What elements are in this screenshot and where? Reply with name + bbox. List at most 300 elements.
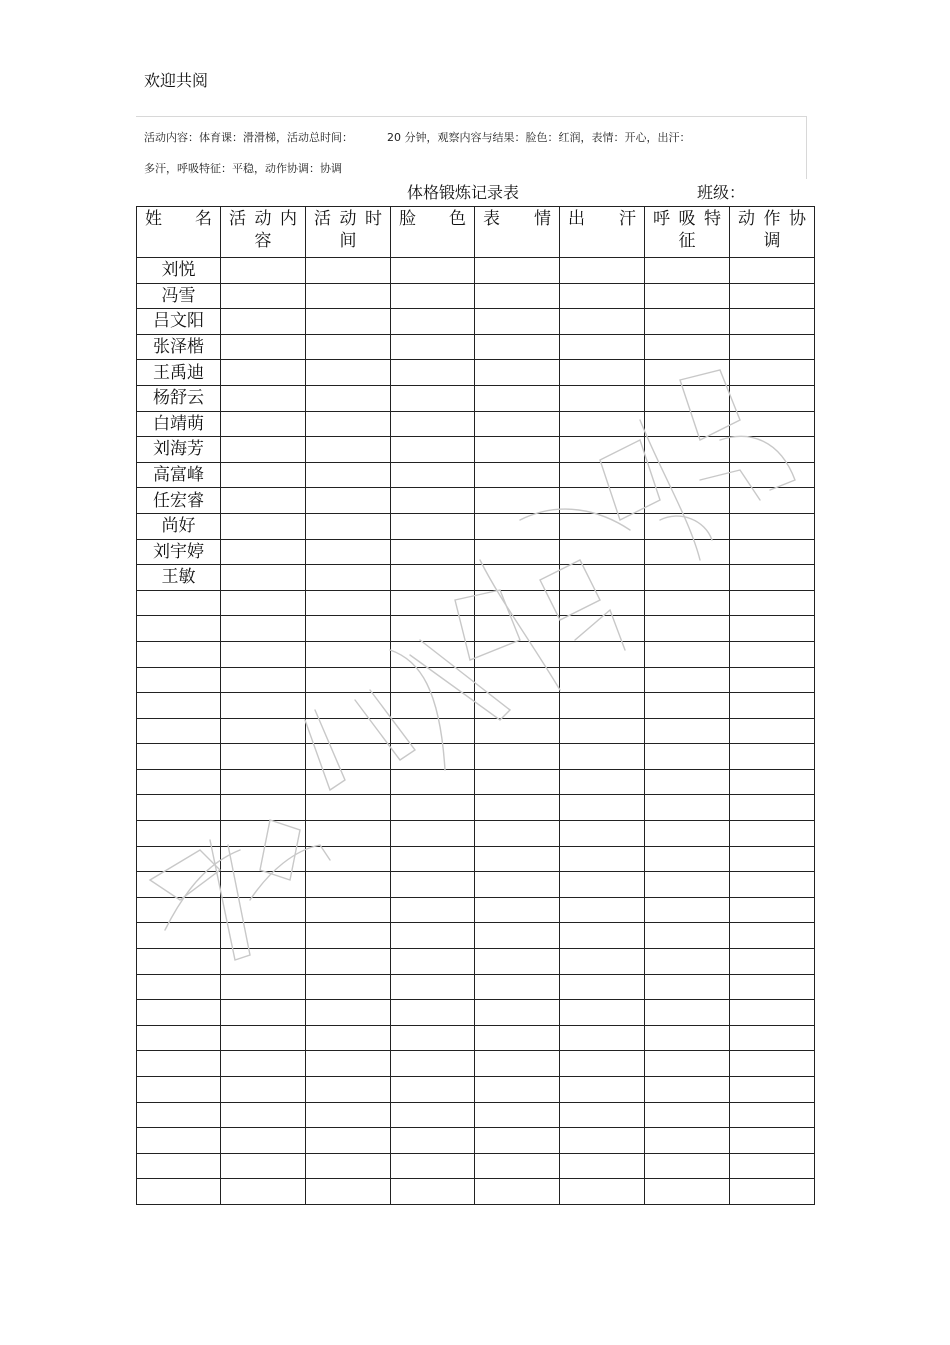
record-cell [221,897,306,923]
record-cell [560,488,645,514]
record-cell [730,872,815,898]
table-header-row [137,207,815,258]
record-cell [475,539,560,565]
record-cell [645,590,730,616]
record-cell [730,565,815,591]
record-cell [475,1179,560,1205]
record-cell [221,1179,306,1205]
record-cell [560,360,645,386]
record-cell [730,1051,815,1077]
record-cell [645,1179,730,1205]
record-cell [221,590,306,616]
record-cell [306,718,391,744]
record-cell [306,1179,391,1205]
student-name-cell [137,616,221,642]
record-cell [730,897,815,923]
table-row [137,334,815,360]
column-header-8 [730,207,815,258]
record-cell [475,718,560,744]
student-name-cell [137,1000,221,1026]
table-row [137,462,815,488]
record-cell [730,539,815,565]
record-cell [306,641,391,667]
record-cell [560,641,645,667]
record-cell [391,616,475,642]
record-cell [560,693,645,719]
record-cell [645,488,730,514]
record-cell [221,360,306,386]
record-cell [560,411,645,437]
record-cell [475,258,560,284]
table-row [137,795,815,821]
table-row [137,360,815,386]
record-cell [645,897,730,923]
record-cell [730,1000,815,1026]
record-cell [645,565,730,591]
record-cell [645,667,730,693]
record-cell [221,1153,306,1179]
record-cell [645,795,730,821]
table-row [137,1051,815,1077]
record-cell [475,360,560,386]
record-cell [560,667,645,693]
record-cell [391,1051,475,1077]
table-row [137,718,815,744]
record-cell [306,872,391,898]
record-cell [306,590,391,616]
record-cell [730,437,815,463]
record-cell [560,385,645,411]
record-cell [221,795,306,821]
record-cell [730,385,815,411]
record-cell [730,718,815,744]
record-cell [560,437,645,463]
record-cell [391,283,475,309]
record-cell [730,616,815,642]
record-cell [391,897,475,923]
record-cell [560,283,645,309]
exercise-record-table [136,206,815,1205]
record-cell [730,923,815,949]
record-cell [475,309,560,335]
record-cell [391,385,475,411]
record-cell [560,923,645,949]
class-label: 班级： [697,183,746,202]
record-cell [475,897,560,923]
student-name-cell [137,1128,221,1154]
table-row [137,769,815,795]
record-cell [391,641,475,667]
record-cell [391,693,475,719]
record-cell [475,974,560,1000]
record-cell [730,795,815,821]
record-cell [391,949,475,975]
column-header-line-1: 动作协 [738,209,808,229]
record-cell [221,923,306,949]
record-cell [391,513,475,539]
record-cell [306,1051,391,1077]
record-cell [221,949,306,975]
student-name-cell [137,974,221,1000]
record-cell [645,821,730,847]
record-cell [391,1077,475,1103]
record-cell [475,1102,560,1128]
record-cell [730,488,815,514]
record-cell [730,258,815,284]
record-cell [730,974,815,1000]
table-row [137,667,815,693]
record-cell [306,258,391,284]
record-cell [645,437,730,463]
table-title: 体格锻炼记录表 [407,183,520,202]
record-cell [645,411,730,437]
student-name-cell [137,897,221,923]
table-row [137,846,815,872]
record-cell [645,309,730,335]
record-cell [645,283,730,309]
record-cell [221,539,306,565]
record-cell [475,411,560,437]
record-cell [306,667,391,693]
record-cell [560,718,645,744]
record-cell [306,744,391,770]
record-cell [391,846,475,872]
record-cell [645,846,730,872]
column-header-line-1: 呼吸特 [653,209,723,229]
record-cell [306,923,391,949]
record-cell [391,872,475,898]
column-header-line-2: 容 [254,231,274,251]
record-cell [306,974,391,1000]
record-cell [475,283,560,309]
record-cell [645,360,730,386]
record-cell [475,462,560,488]
record-cell [645,923,730,949]
column-header-5: 表情 [475,207,560,258]
record-cell [221,258,306,284]
student-name-cell: 刘悦 [137,258,221,284]
student-name-cell [137,718,221,744]
record-cell [560,590,645,616]
activity-line-1-part-b: 20 分钟，观察内容与结果：脸色：红润，表情：开心，出汗： [387,131,691,144]
record-cell [221,1077,306,1103]
record-cell [730,513,815,539]
record-cell [730,411,815,437]
record-cell [221,616,306,642]
record-cell [306,411,391,437]
record-cell [221,693,306,719]
column-header-3 [306,207,391,258]
record-cell [730,693,815,719]
record-cell [391,1025,475,1051]
record-cell [730,821,815,847]
record-cell [221,1102,306,1128]
record-cell [221,641,306,667]
record-cell [645,1000,730,1026]
record-cell [560,309,645,335]
record-cell [391,360,475,386]
activity-summary [136,116,807,179]
record-cell [560,795,645,821]
student-name-cell [137,769,221,795]
record-cell [306,513,391,539]
record-cell [306,1102,391,1128]
record-cell [730,1025,815,1051]
student-name-cell [137,846,221,872]
table-row [137,616,815,642]
record-cell [306,795,391,821]
record-cell [475,590,560,616]
record-cell [475,949,560,975]
record-cell [560,1179,645,1205]
record-cell [306,565,391,591]
table-row [137,1153,815,1179]
record-cell [560,1025,645,1051]
record-cell [391,821,475,847]
column-header-6: 出汗 [560,207,645,258]
student-name-cell [137,1025,221,1051]
record-cell [645,1077,730,1103]
student-name-cell [137,641,221,667]
record-cell [391,539,475,565]
record-cell [306,821,391,847]
column-header-7 [645,207,730,258]
record-cell [560,565,645,591]
record-cell [391,565,475,591]
record-cell [221,718,306,744]
record-cell [391,1153,475,1179]
record-cell [730,1179,815,1205]
student-name-cell: 王敏 [137,565,221,591]
record-cell [560,1077,645,1103]
table-row [137,283,815,309]
student-name-cell: 张泽楷 [137,334,221,360]
record-cell [645,1153,730,1179]
activity-line-1 [144,129,691,145]
record-cell [560,616,645,642]
record-cell [306,616,391,642]
record-cell [391,1102,475,1128]
record-cell [645,872,730,898]
student-name-cell: 杨舒云 [137,385,221,411]
activity-line-1-part-a: 活动内容：体育课：滑滑梯，活动总时间： [144,131,353,144]
record-cell [645,539,730,565]
student-name-cell: 刘宇婷 [137,539,221,565]
record-cell [730,334,815,360]
student-name-cell [137,821,221,847]
record-cell [475,1128,560,1154]
record-cell [306,539,391,565]
record-cell [475,334,560,360]
record-cell [306,334,391,360]
table-row [137,1025,815,1051]
record-cell [475,693,560,719]
record-cell [391,718,475,744]
table-row [137,513,815,539]
record-cell [560,769,645,795]
record-cell [475,821,560,847]
record-cell [645,641,730,667]
record-cell [221,821,306,847]
record-cell [730,667,815,693]
table-row [137,821,815,847]
record-cell [221,1051,306,1077]
record-cell [475,923,560,949]
record-cell [306,309,391,335]
record-cell [475,744,560,770]
record-cell [391,258,475,284]
record-cell [645,1128,730,1154]
record-cell [475,1000,560,1026]
table-row [137,641,815,667]
record-cell [391,1128,475,1154]
table-row [137,309,815,335]
record-cell [306,1153,391,1179]
record-cell [221,513,306,539]
column-header-line-1: 活动时 [314,209,384,229]
record-cell [221,385,306,411]
greeting-text: 欢迎共阅 [144,71,209,90]
student-name-cell: 冯雪 [137,283,221,309]
record-cell [475,641,560,667]
record-cell [645,616,730,642]
table-row [137,590,815,616]
record-cell [475,872,560,898]
student-name-cell [137,693,221,719]
column-header-line-2: 间 [339,231,359,251]
record-cell [221,846,306,872]
student-name-cell: 任宏睿 [137,488,221,514]
table-row [137,872,815,898]
record-cell [391,769,475,795]
record-cell [221,488,306,514]
record-cell [306,283,391,309]
record-cell [221,334,306,360]
record-cell [391,309,475,335]
record-cell [475,565,560,591]
student-name-cell: 吕文阳 [137,309,221,335]
column-header-line-2: 征 [678,231,698,251]
record-cell [475,385,560,411]
record-cell [391,437,475,463]
record-cell [221,667,306,693]
record-cell [730,1102,815,1128]
record-cell [645,693,730,719]
record-cell [730,949,815,975]
column-header-1: 姓名 [137,207,221,258]
student-name-cell [137,949,221,975]
record-cell [475,846,560,872]
record-cell [221,872,306,898]
table-row [137,949,815,975]
student-name-cell: 白靖萌 [137,411,221,437]
student-name-cell [137,590,221,616]
student-name-cell: 王禹迪 [137,360,221,386]
record-cell [221,309,306,335]
record-cell [560,462,645,488]
record-cell [221,283,306,309]
record-cell [645,1051,730,1077]
record-cell [391,667,475,693]
record-cell [560,513,645,539]
record-cell [560,1128,645,1154]
record-cell [730,283,815,309]
record-cell [391,334,475,360]
record-cell [475,795,560,821]
table-row [137,1000,815,1026]
record-cell [645,462,730,488]
record-cell [730,1077,815,1103]
record-cell [391,974,475,1000]
record-cell [560,744,645,770]
record-cell [560,897,645,923]
record-cell [560,872,645,898]
table-row [137,1179,815,1205]
record-cell [475,1153,560,1179]
table-row [137,539,815,565]
record-cell [391,1000,475,1026]
record-cell [221,1000,306,1026]
table-row [137,744,815,770]
record-cell [391,744,475,770]
record-cell [730,1153,815,1179]
record-cell [560,949,645,975]
record-cell [391,590,475,616]
table-row [137,565,815,591]
record-cell [475,1025,560,1051]
record-cell [475,1077,560,1103]
student-name-cell [137,1153,221,1179]
record-cell [560,846,645,872]
record-cell [306,897,391,923]
student-name-cell: 尚好 [137,513,221,539]
record-cell [645,334,730,360]
student-name-cell [137,923,221,949]
table-row [137,437,815,463]
record-cell [560,334,645,360]
record-cell [475,488,560,514]
record-cell [221,437,306,463]
record-cell [391,488,475,514]
record-cell [221,769,306,795]
record-cell [306,385,391,411]
student-name-cell [137,795,221,821]
record-cell [475,616,560,642]
record-cell [645,949,730,975]
table-row [137,488,815,514]
record-cell [645,1102,730,1128]
record-cell [306,949,391,975]
record-cell [560,539,645,565]
record-cell [730,590,815,616]
record-cell [391,923,475,949]
activity-line-2: 多汗，呼吸特征：平稳，动作协调：协调 [144,162,342,175]
record-cell [306,769,391,795]
record-cell [475,437,560,463]
record-cell [560,1153,645,1179]
record-cell [475,513,560,539]
record-cell [306,360,391,386]
record-cell [221,411,306,437]
record-cell [645,513,730,539]
table-row [137,923,815,949]
record-cell [221,744,306,770]
record-cell [645,744,730,770]
record-cell [560,1102,645,1128]
table-row [137,693,815,719]
student-name-cell [137,744,221,770]
record-cell [475,1051,560,1077]
